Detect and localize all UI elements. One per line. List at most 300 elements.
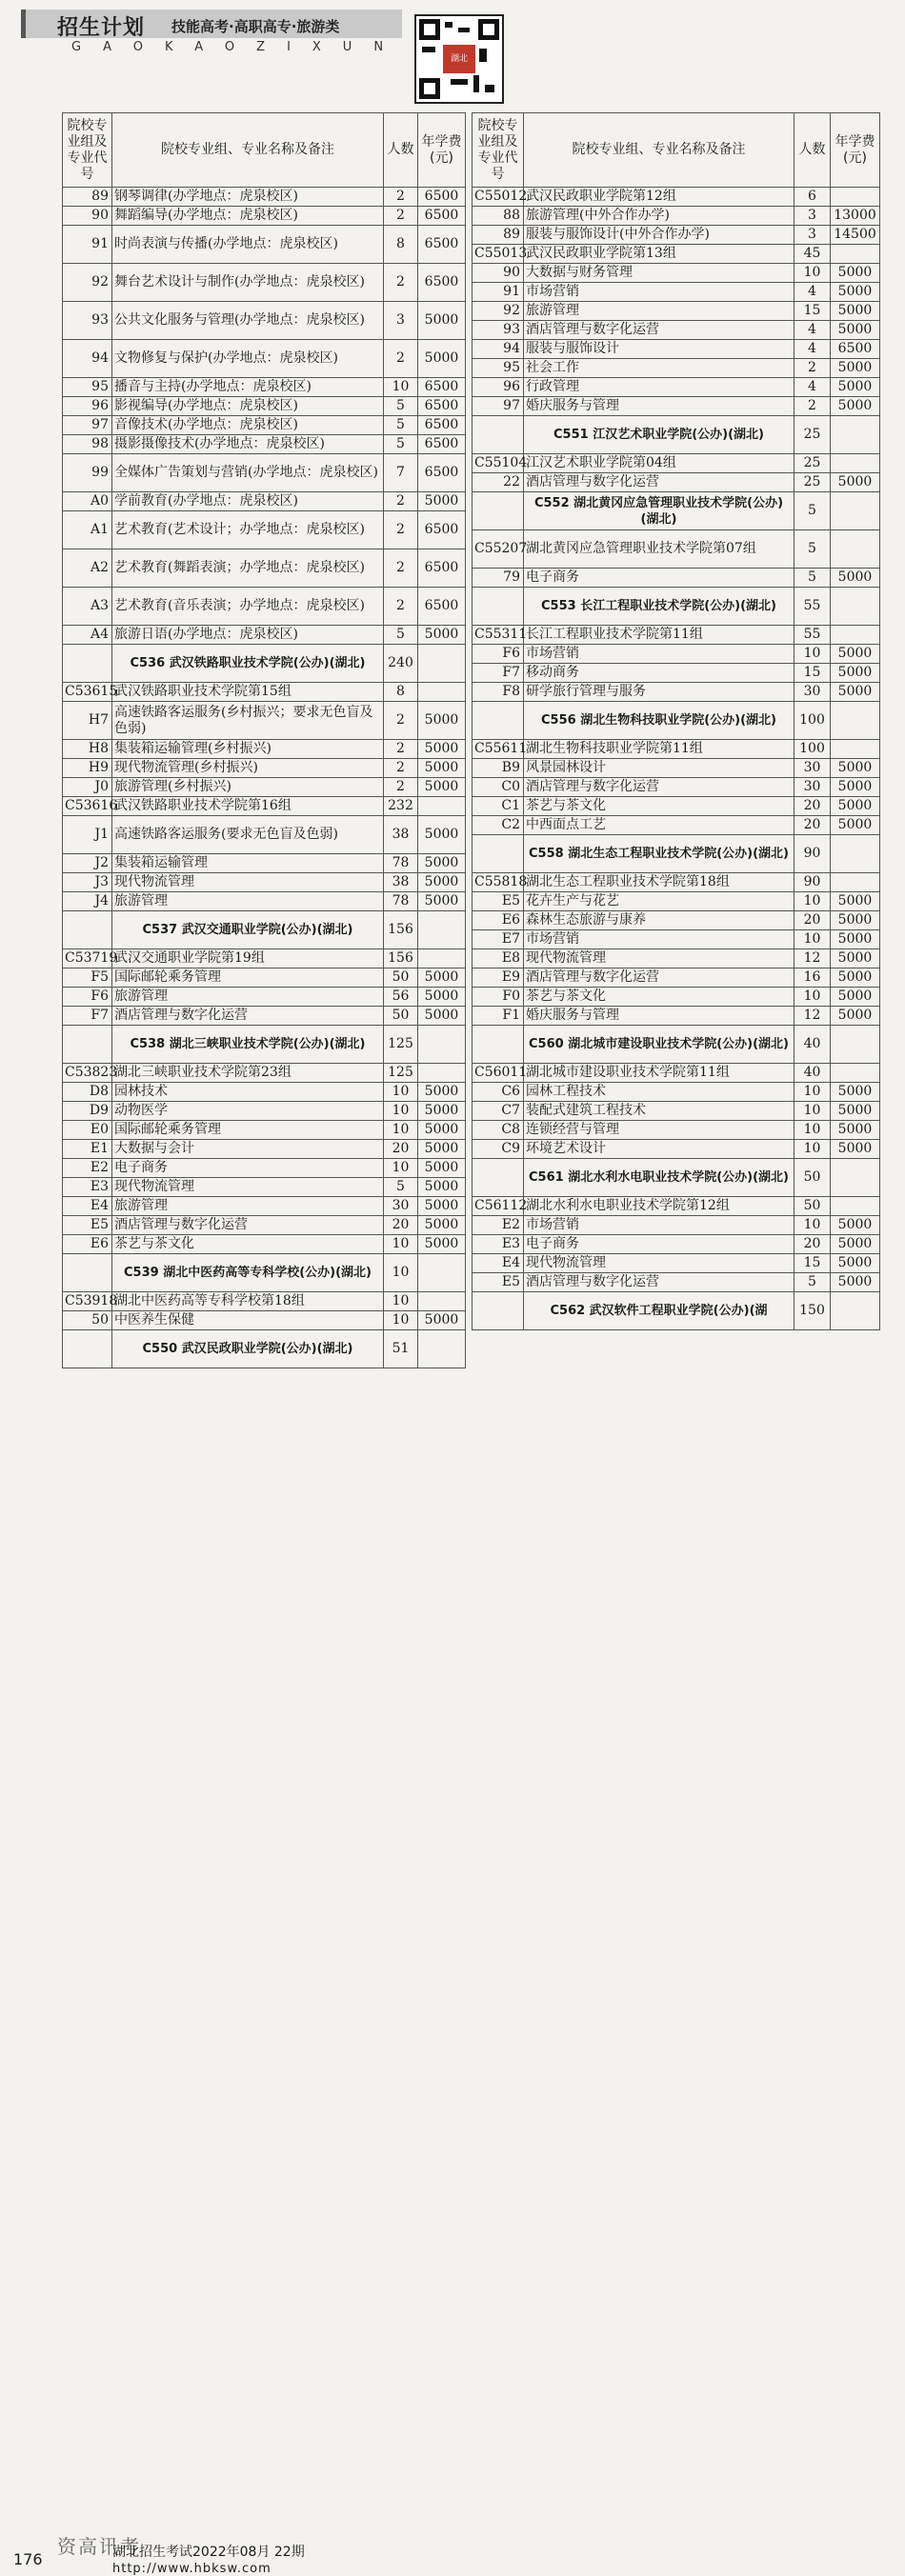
row-count: 38 xyxy=(384,816,418,854)
row-code: J1 xyxy=(63,816,112,854)
major-row xyxy=(63,435,466,454)
row-name: 酒店管理与数字化运营 xyxy=(112,1216,384,1235)
row-name: 舞蹈编导(办学地点：虎泉校区) xyxy=(112,207,384,226)
row-name: 公共文化服务与管理(办学地点：虎泉校区) xyxy=(112,302,384,340)
row-name: 装配式建筑工程技术 xyxy=(524,1102,794,1121)
row-name: 中医养生保健 xyxy=(112,1311,384,1330)
row-name: 中西面点工艺 xyxy=(524,816,794,835)
row-code: C0 xyxy=(473,778,524,797)
row-name: 高速铁路客运服务(乡村振兴；要求无色盲及色弱) xyxy=(112,702,384,740)
row-count: 2 xyxy=(384,492,418,511)
major-row xyxy=(63,702,466,740)
row-name: 旅游日语(办学地点：虎泉校区) xyxy=(112,626,384,645)
major-row xyxy=(63,854,466,873)
group-row xyxy=(473,740,880,759)
row-count: 45 xyxy=(794,245,831,264)
row-count: 6 xyxy=(794,188,831,207)
row-code: C6 xyxy=(473,1083,524,1102)
row-code: F5 xyxy=(63,968,112,988)
group-row xyxy=(473,245,880,264)
row-name: 武汉民政职业学院第13组 xyxy=(524,245,794,264)
row-name: 茶艺与茶文化 xyxy=(112,1235,384,1254)
row-code: 88 xyxy=(473,207,524,226)
row-count: 30 xyxy=(794,759,831,778)
row-name: 武汉民政职业学院第12组 xyxy=(524,188,794,207)
row-code: C55611 xyxy=(473,740,524,759)
row-fee: 5000 xyxy=(418,892,466,911)
row-code xyxy=(473,1026,524,1064)
row-fee: 5000 xyxy=(831,1235,880,1254)
row-code: D9 xyxy=(63,1102,112,1121)
row-name: 森林生态旅游与康养 xyxy=(524,911,794,930)
major-row xyxy=(63,302,466,340)
major-row xyxy=(63,816,466,854)
row-fee: 5000 xyxy=(831,1121,880,1140)
row-name: 高速铁路客运服务(要求无色盲及色弱) xyxy=(112,816,384,854)
row-count: 5 xyxy=(794,530,831,569)
row-fee: 5000 xyxy=(831,569,880,588)
row-name: 音像技术(办学地点：虎泉校区) xyxy=(112,416,384,435)
row-fee: 5000 xyxy=(831,1273,880,1292)
row-count: 10 xyxy=(794,930,831,949)
row-code: 95 xyxy=(63,378,112,397)
row-count: 12 xyxy=(794,1007,831,1026)
row-code: E7 xyxy=(473,930,524,949)
page-number: 176 xyxy=(13,2550,43,2568)
row-code: 99 xyxy=(63,454,112,492)
row-code: E2 xyxy=(473,1216,524,1235)
row-name: 湖北水利水电职业技术学院第12组 xyxy=(524,1197,794,1216)
row-code: H7 xyxy=(63,702,112,740)
major-row xyxy=(473,1216,880,1235)
row-name: 电子商务 xyxy=(112,1159,384,1178)
row-name: 集装箱运输管理 xyxy=(112,854,384,873)
row-fee: 6500 xyxy=(418,264,466,302)
row-count: 5 xyxy=(384,435,418,454)
row-count: 4 xyxy=(794,340,831,359)
school-row xyxy=(473,492,880,530)
header-spelling: GAOKAOZIXUN xyxy=(71,40,406,54)
major-row xyxy=(473,1254,880,1273)
col-header-count: 人数 xyxy=(384,113,418,188)
row-count: 25 xyxy=(794,416,831,454)
row-name: 文物修复与保护(办学地点：虎泉校区) xyxy=(112,340,384,378)
row-code: E5 xyxy=(63,1216,112,1235)
row-count: 5 xyxy=(794,1273,831,1292)
row-count: 10 xyxy=(384,378,418,397)
row-name: 时尚表演与传播(办学地点：虎泉校区) xyxy=(112,226,384,264)
row-count: 5 xyxy=(794,569,831,588)
row-code: E6 xyxy=(63,1235,112,1254)
group-row xyxy=(473,626,880,645)
row-name: 婚庆服务与管理 xyxy=(524,397,794,416)
row-fee: 5000 xyxy=(831,892,880,911)
major-row xyxy=(473,816,880,835)
row-count: 5 xyxy=(384,397,418,416)
row-name: 艺术教育(舞蹈表演；办学地点：虎泉校区) xyxy=(112,549,384,588)
row-name: C537 武汉交通职业学院(公办)(湖北) xyxy=(112,911,384,949)
group-row xyxy=(473,873,880,892)
row-code: 92 xyxy=(473,302,524,321)
group-row xyxy=(63,797,466,816)
row-fee: 5000 xyxy=(831,645,880,664)
row-name: 武汉铁路职业技术学院第15组 xyxy=(112,683,384,702)
row-code: J4 xyxy=(63,892,112,911)
col-header-name: 院校专业组、专业名称及备注 xyxy=(524,113,794,188)
row-name: 武汉铁路职业技术学院第16组 xyxy=(112,797,384,816)
col-header-code: 院校专业组及专业代号 xyxy=(63,113,112,188)
row-fee: 5000 xyxy=(418,302,466,340)
row-code: C55013 xyxy=(473,245,524,264)
row-fee: 5000 xyxy=(418,340,466,378)
row-name: 酒店管理与数字化运营 xyxy=(524,778,794,797)
row-fee: 5000 xyxy=(831,321,880,340)
row-code: 22 xyxy=(473,473,524,492)
row-count: 78 xyxy=(384,892,418,911)
group-row xyxy=(473,1064,880,1083)
major-row xyxy=(473,1140,880,1159)
major-row xyxy=(63,1140,466,1159)
row-code: 93 xyxy=(473,321,524,340)
row-code: A0 xyxy=(63,492,112,511)
row-count: 55 xyxy=(794,588,831,626)
row-count: 2 xyxy=(794,359,831,378)
row-fee: 5000 xyxy=(418,873,466,892)
row-code: J0 xyxy=(63,778,112,797)
row-name: 风景园林设计 xyxy=(524,759,794,778)
major-row xyxy=(473,378,880,397)
row-code: 79 xyxy=(473,569,524,588)
major-row xyxy=(63,988,466,1007)
row-count: 10 xyxy=(794,1121,831,1140)
row-fee xyxy=(831,740,880,759)
major-row xyxy=(63,740,466,759)
page-header xyxy=(0,0,905,105)
row-code xyxy=(473,702,524,740)
row-name: 行政管理 xyxy=(524,378,794,397)
row-count: 50 xyxy=(384,968,418,988)
row-count: 125 xyxy=(384,1026,418,1064)
row-count: 3 xyxy=(384,302,418,340)
row-fee: 5000 xyxy=(831,664,880,683)
row-name: C556 湖北生物科技职业学院(公办)(湖北) xyxy=(524,702,794,740)
row-name: C551 江汉艺术职业学院(公办)(湖北) xyxy=(524,416,794,454)
row-name: 现代物流管理 xyxy=(524,949,794,968)
row-count: 240 xyxy=(384,645,418,683)
row-count: 10 xyxy=(384,1121,418,1140)
row-name: C553 长江工程职业技术学院(公办)(湖北) xyxy=(524,588,794,626)
row-fee: 5000 xyxy=(831,378,880,397)
row-count: 4 xyxy=(794,321,831,340)
row-fee: 5000 xyxy=(831,930,880,949)
row-name: 服装与服饰设计(中外合作办学) xyxy=(524,226,794,245)
row-code: F7 xyxy=(473,664,524,683)
row-name: 旅游管理 xyxy=(524,302,794,321)
row-count: 3 xyxy=(794,207,831,226)
row-code: C8 xyxy=(473,1121,524,1140)
row-code: A4 xyxy=(63,626,112,645)
row-name: 旅游管理(中外合作办学) xyxy=(524,207,794,226)
row-fee: 5000 xyxy=(831,1102,880,1121)
row-count: 30 xyxy=(384,1197,418,1216)
row-name: 研学旅行管理与服务 xyxy=(524,683,794,702)
row-code: E8 xyxy=(473,949,524,968)
row-count: 10 xyxy=(384,1311,418,1330)
row-name: 茶艺与茶文化 xyxy=(524,797,794,816)
row-fee xyxy=(831,454,880,473)
row-name: 旅游管理 xyxy=(112,892,384,911)
qr-finder-icon xyxy=(478,19,499,40)
row-count: 12 xyxy=(794,949,831,968)
major-row xyxy=(473,302,880,321)
row-code: F6 xyxy=(63,988,112,1007)
row-code: 97 xyxy=(63,416,112,435)
row-count: 2 xyxy=(384,588,418,626)
row-code: C1 xyxy=(473,797,524,816)
row-name: 武汉交通职业学院第19组 xyxy=(112,949,384,968)
major-row xyxy=(63,1178,466,1197)
row-code xyxy=(473,416,524,454)
major-row xyxy=(473,321,880,340)
row-count: 2 xyxy=(384,511,418,549)
row-code: 93 xyxy=(63,302,112,340)
row-count: 16 xyxy=(794,968,831,988)
row-count: 40 xyxy=(794,1026,831,1064)
major-row xyxy=(63,511,466,549)
row-fee: 5000 xyxy=(831,988,880,1007)
row-count: 10 xyxy=(794,1102,831,1121)
row-fee xyxy=(831,626,880,645)
major-row xyxy=(63,759,466,778)
row-count: 30 xyxy=(794,683,831,702)
row-code: 90 xyxy=(63,207,112,226)
row-fee: 5000 xyxy=(418,816,466,854)
row-code: F6 xyxy=(473,645,524,664)
row-fee: 5000 xyxy=(418,1216,466,1235)
major-row xyxy=(63,588,466,626)
major-row xyxy=(63,873,466,892)
row-name: 现代物流管理 xyxy=(112,873,384,892)
row-name: 长江工程职业技术学院第11组 xyxy=(524,626,794,645)
row-code: C2 xyxy=(473,816,524,835)
row-code: E3 xyxy=(63,1178,112,1197)
table-header-row xyxy=(63,113,466,188)
row-count: 38 xyxy=(384,873,418,892)
major-row xyxy=(63,1102,466,1121)
row-name: 艺术教育(艺术设计；办学地点：虎泉校区) xyxy=(112,511,384,549)
row-name: C562 武汉软件工程职业学院(公办)(湖 xyxy=(524,1292,794,1330)
row-fee: 14500 xyxy=(831,226,880,245)
row-code: C55311 xyxy=(473,626,524,645)
row-fee: 5000 xyxy=(831,359,880,378)
major-row xyxy=(63,492,466,511)
row-name: 旅游管理 xyxy=(112,1197,384,1216)
row-code: 94 xyxy=(63,340,112,378)
row-fee: 5000 xyxy=(418,702,466,740)
row-count: 90 xyxy=(794,835,831,873)
row-fee xyxy=(831,702,880,740)
row-count: 2 xyxy=(384,549,418,588)
row-name: 市场营销 xyxy=(524,1216,794,1235)
row-count: 5 xyxy=(384,416,418,435)
row-count: 20 xyxy=(384,1140,418,1159)
row-fee xyxy=(418,1064,466,1083)
row-code: 98 xyxy=(63,435,112,454)
major-row xyxy=(473,359,880,378)
row-fee: 5000 xyxy=(418,778,466,797)
row-count: 4 xyxy=(794,283,831,302)
row-code: 90 xyxy=(473,264,524,283)
major-row xyxy=(473,664,880,683)
row-fee: 6500 xyxy=(418,188,466,207)
row-fee xyxy=(831,530,880,569)
row-fee: 5000 xyxy=(418,1121,466,1140)
row-count: 2 xyxy=(384,740,418,759)
row-count: 90 xyxy=(794,873,831,892)
row-count: 20 xyxy=(794,1235,831,1254)
row-count: 150 xyxy=(794,1292,831,1330)
major-row xyxy=(63,549,466,588)
row-name: 湖北生物科技职业学院第11组 xyxy=(524,740,794,759)
row-fee: 5000 xyxy=(418,626,466,645)
row-name: 全媒体广告策划与营销(办学地点：虎泉校区) xyxy=(112,454,384,492)
row-code: B9 xyxy=(473,759,524,778)
row-fee: 6500 xyxy=(418,226,466,264)
row-fee: 5000 xyxy=(418,740,466,759)
row-fee: 5000 xyxy=(418,1102,466,1121)
row-name: 茶艺与茶文化 xyxy=(524,988,794,1007)
row-fee: 5000 xyxy=(831,397,880,416)
row-code: 89 xyxy=(63,188,112,207)
row-count: 232 xyxy=(384,797,418,816)
row-name: C550 武汉民政职业学院(公办)(湖北) xyxy=(112,1330,384,1368)
major-row xyxy=(473,397,880,416)
row-code: 96 xyxy=(473,378,524,397)
row-name: 酒店管理与数字化运营 xyxy=(524,321,794,340)
row-count: 10 xyxy=(794,1083,831,1102)
row-fee: 13000 xyxy=(831,207,880,226)
row-name: 影视编导(办学地点：虎泉校区) xyxy=(112,397,384,416)
row-code: 94 xyxy=(473,340,524,359)
row-count: 2 xyxy=(384,340,418,378)
row-code: C55104 xyxy=(473,454,524,473)
row-name: 酒店管理与数字化运营 xyxy=(524,1273,794,1292)
row-fee: 6500 xyxy=(418,397,466,416)
row-code: E1 xyxy=(63,1140,112,1159)
row-name: 社会工作 xyxy=(524,359,794,378)
row-code: F1 xyxy=(473,1007,524,1026)
qr-code xyxy=(414,14,504,104)
school-row xyxy=(63,1026,466,1064)
row-code: 95 xyxy=(473,359,524,378)
row-fee: 5000 xyxy=(418,854,466,873)
school-row xyxy=(473,1159,880,1197)
row-code: F8 xyxy=(473,683,524,702)
row-code xyxy=(63,1026,112,1064)
row-code: E4 xyxy=(473,1254,524,1273)
major-row xyxy=(63,778,466,797)
row-code: C56112 xyxy=(473,1197,524,1216)
row-fee: 6500 xyxy=(418,416,466,435)
row-code: 92 xyxy=(63,264,112,302)
school-row xyxy=(473,1026,880,1064)
row-count: 7 xyxy=(384,454,418,492)
row-name: 动物医学 xyxy=(112,1102,384,1121)
row-code: H8 xyxy=(63,740,112,759)
major-row xyxy=(473,911,880,930)
row-name: 花卉生产与花艺 xyxy=(524,892,794,911)
row-count: 156 xyxy=(384,911,418,949)
row-fee: 6500 xyxy=(418,588,466,626)
qr-center-logo: 湖北 xyxy=(443,45,475,73)
row-count: 25 xyxy=(794,473,831,492)
major-row xyxy=(473,892,880,911)
row-count: 50 xyxy=(794,1197,831,1216)
row-code: C55818 xyxy=(473,873,524,892)
row-count: 10 xyxy=(384,1083,418,1102)
row-count: 2 xyxy=(384,702,418,740)
row-fee xyxy=(418,683,466,702)
row-count: 10 xyxy=(794,645,831,664)
row-name: 旅游管理 xyxy=(112,988,384,1007)
row-fee: 5000 xyxy=(831,283,880,302)
row-fee xyxy=(831,873,880,892)
row-fee: 5000 xyxy=(418,1159,466,1178)
group-row xyxy=(63,1064,466,1083)
row-name: 湖北中医药高等专科学校第18组 xyxy=(112,1292,384,1311)
row-count: 20 xyxy=(794,911,831,930)
row-count: 50 xyxy=(384,1007,418,1026)
row-name: 电子商务 xyxy=(524,569,794,588)
row-count: 40 xyxy=(794,1064,831,1083)
row-count: 50 xyxy=(794,1159,831,1197)
row-code xyxy=(473,588,524,626)
row-fee: 5000 xyxy=(831,1254,880,1273)
magazine-issue: 湖北招生考试2022年08月 22期 xyxy=(112,2545,305,2560)
major-row xyxy=(63,416,466,435)
major-row xyxy=(63,1083,466,1102)
row-name: 现代物流管理 xyxy=(524,1254,794,1273)
row-code: C53918 xyxy=(63,1292,112,1311)
row-count: 20 xyxy=(384,1216,418,1235)
row-count: 30 xyxy=(794,778,831,797)
major-row xyxy=(473,569,880,588)
row-name: 艺术教育(音乐表演；办学地点：虎泉校区) xyxy=(112,588,384,626)
row-code: E5 xyxy=(473,1273,524,1292)
row-fee: 5000 xyxy=(831,1007,880,1026)
col-header-name: 院校专业组、专业名称及备注 xyxy=(112,113,384,188)
row-count: 2 xyxy=(384,759,418,778)
row-count: 5 xyxy=(384,1178,418,1197)
row-fee: 5000 xyxy=(418,759,466,778)
row-fee: 5000 xyxy=(418,968,466,988)
row-fee: 5000 xyxy=(831,759,880,778)
row-code: E3 xyxy=(473,1235,524,1254)
col-header-fee: 年学费(元) xyxy=(831,113,880,188)
row-name: 移动商务 xyxy=(524,664,794,683)
row-count: 125 xyxy=(384,1064,418,1083)
enrollment-table-right xyxy=(472,112,880,1330)
row-count: 100 xyxy=(794,702,831,740)
row-name: 服装与服饰设计 xyxy=(524,340,794,359)
major-row xyxy=(473,930,880,949)
enrollment-table-left xyxy=(62,112,466,1368)
row-name: C552 湖北黄冈应急管理职业技术学院(公办)(湖北) xyxy=(524,492,794,530)
row-fee: 6500 xyxy=(418,435,466,454)
website-url: http://www.hbksw.com xyxy=(112,2562,272,2576)
row-code: C56011 xyxy=(473,1064,524,1083)
row-name: C561 湖北水利水电职业技术学院(公办)(湖北) xyxy=(524,1159,794,1197)
